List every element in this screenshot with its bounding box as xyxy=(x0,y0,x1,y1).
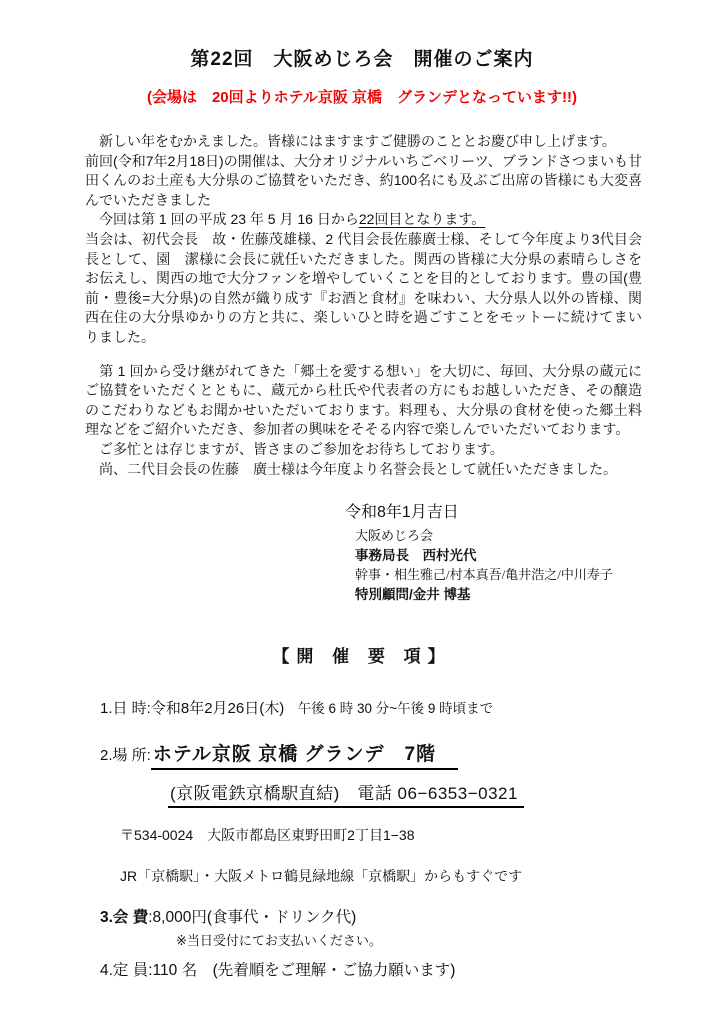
fee-label: 3.会 費 xyxy=(100,909,149,927)
signature-block xyxy=(345,501,724,604)
venue-label: 2.場 所: xyxy=(100,747,151,765)
signature-secretary: 事務局長 西村光代 xyxy=(355,548,477,564)
venue-access-note: JR「京橋駅」・大阪メトロ鶴見緑地線「京橋駅」からもすぐです xyxy=(120,868,523,885)
history-text: 当会は、初代会長 故・佐藤茂雄様、2 代目会長佐藤廣士様、そして今年度より3代目会長として、園 潔様に会長に就任いただきました。関西の皆様に大分県の素晴らしさをお伝えし、関西の地で大分ファンを増やしていくことを目的としております。豊の国(豊前・豊後=大分県)の自然が織り成す『お酒と食材』を味わい、大分県人以外の皆様、関西在住の大分県ゆかりの方と共に、楽しいひと時を過ごすことをモットーに続けてまいりました。 xyxy=(85,230,642,345)
venue-address: 〒534-0024 大阪市都島区東野田町2丁目1−38 xyxy=(120,827,415,844)
capacity-label: 4.定 員: xyxy=(100,962,153,980)
fee-payment-note: ※当日受付にてお支払いください。 xyxy=(176,933,382,949)
paragraph-chairman-note xyxy=(85,460,642,480)
detail-item-venue xyxy=(100,739,664,770)
capacity-value: 110 名 (先着順をご理解・ご協力願います) xyxy=(152,962,456,980)
venue-access-phone: (京阪電鉄京橋駅直結) 電話 06−6353−0321 xyxy=(168,779,524,808)
venue-sub-row xyxy=(100,770,664,808)
event-details-list xyxy=(100,697,664,980)
detail-item-capacity xyxy=(100,958,664,980)
previous-event-text: 前回(令和7年2月18日)の開催は、大分オリジナルいちごベリーツ、ブランドさつまいも甘田くんのお土産も大分県のご協賛をいただき、約100名にも及ぶご出席の皆様にも大変喜んでいただきました xyxy=(85,152,642,208)
signature-date: 令和8年1月吉日 xyxy=(345,504,459,522)
venue-change-notice: (会場は 20回よりホテル京阪 京橋 グランデとなっています!!) xyxy=(146,89,578,106)
datetime-date: 令和8年2月26日(木) xyxy=(150,700,285,718)
greeting-text: 新しい年をむかえました。皆様にはますますご健勝のこととお慶び申し上げます。 xyxy=(85,133,616,149)
paragraph-greeting xyxy=(85,132,642,152)
round-underlined-text: 22回目となります。 xyxy=(358,211,486,228)
detail-item-datetime xyxy=(100,697,664,718)
detail-item-fee xyxy=(100,905,664,949)
signature-organization: 大阪めじろ会 xyxy=(355,528,434,544)
fee-value: :8,000円(食事代・ドリンク代) xyxy=(148,909,357,927)
paragraph-round xyxy=(85,210,642,230)
paragraph-previous-event xyxy=(85,152,642,211)
round-prefix-text: 今回は第 1 回の平成 23 年 5 月 16 日から xyxy=(85,211,359,228)
invitation-text: ご多忙とは存じますが、皆さまのご参加をお待ちしております。 xyxy=(85,440,504,457)
signature-advisor: 特別顧問/金井 博基 xyxy=(355,586,471,602)
venue-name: ホテル京阪 京橋 グランデ 7階 xyxy=(151,739,458,770)
paragraph-history xyxy=(85,230,642,348)
datetime-label: 1.日 時: xyxy=(100,700,151,718)
page-title: 第22回 大阪めじろ会 開催のご案内 xyxy=(190,49,534,70)
event-details-heading: 【開 催 要 項】 xyxy=(272,647,452,667)
paragraph-invitation xyxy=(85,440,642,460)
chairman-note-text: 尚、二代目会長の佐藤 廣士様は今年度より名誉会長として就任いただきました。 xyxy=(85,460,617,477)
body-text xyxy=(85,132,642,479)
datetime-time: 午後 6 時 30 分~午後 9 時頃まで xyxy=(284,701,494,717)
tradition-text: 第 1 回から受け継がれてきた「郷土を愛する想い」を大切に、毎回、大分県の蔵元にご協賛をいただくとともに、蔵元から杜氏や代表者の方にもお越しいただき、その醸造のこだわりなどもお聞かせいただいております。料理も、大分県の食材を使った郷土料理などをご紹介いただき、参加者の興味をそそる内容で楽しんでいただいております。 xyxy=(85,362,642,438)
paragraph-tradition xyxy=(85,362,642,440)
signature-officers: 幹事・相生雅己/村本真吾/亀井浩之/中川寿子 xyxy=(355,566,613,582)
